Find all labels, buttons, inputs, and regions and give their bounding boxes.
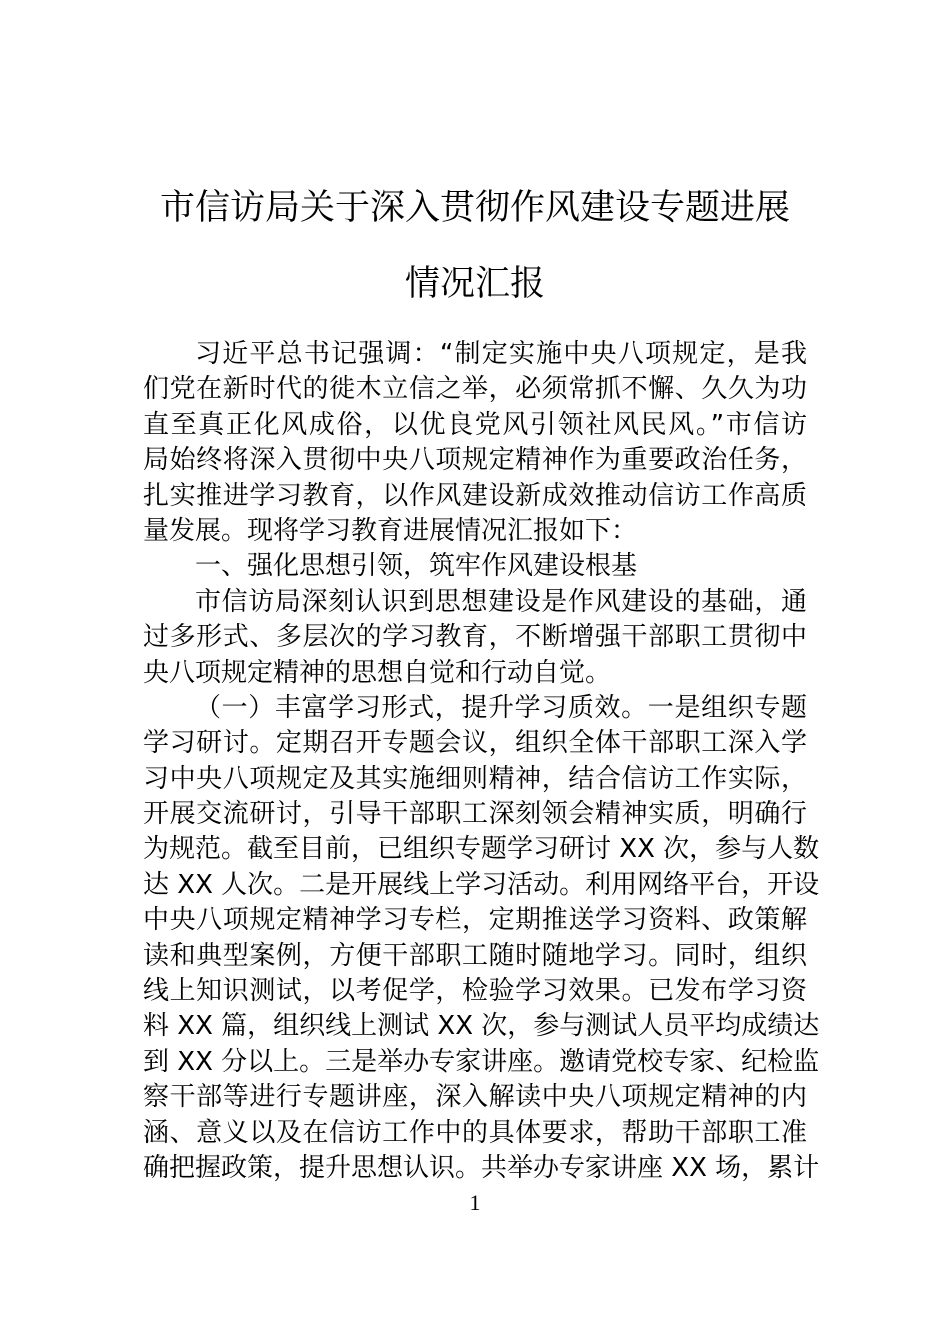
text-line: 直至真正化风成俗，以优良党风引领社风民风。”市信访 (143, 409, 807, 440)
text-line: 到 XX 分以上。三是举办专家讲座。邀请党校专家、纪检监 (143, 1046, 820, 1077)
heading-text: 一、强化思想引领，筑牢作风建设根基 (195, 551, 638, 582)
text-line: 过多形式、多层次的学习教育，不断增强干部职工贯彻中 (143, 622, 807, 653)
title-line: 市信访局关于深入贯彻作风建设专题进展 (159, 188, 790, 228)
text-line: 为规范。截至目前，已组织专题学习研讨 XX 次，参与人数 (143, 834, 820, 865)
text-line: 开展交流研讨，引导干部职工深刻领会精神实质，明确行 (143, 799, 807, 830)
text-line: 达 XX 人次。二是开展线上学习活动。利用网络平台，开设 (143, 869, 820, 900)
text-line: 量发展。现将学习教育进展情况汇报如下： (143, 515, 638, 546)
text-line: 扎实推进学习教育，以作风建设新成效推动信访工作高质 (143, 480, 807, 511)
document-title (140, 170, 810, 322)
text-line: （一）丰富学习形式，提升学习质效。一是组织专题 (195, 692, 807, 723)
text-line: 习中央八项规定及其实施细则精神，结合信访工作实际， (143, 763, 807, 794)
text-line: 察干部等进行专题讲座，深入解读中央八项规定精神的内 (143, 1082, 807, 1113)
document-body (143, 337, 820, 1186)
paragraph-section-intro (143, 585, 807, 691)
text-line: 确把握政策，提升思想认识。共举办专家讲座 XX 场，累计 (143, 1152, 820, 1183)
text-line: 们党在新时代的徙木立信之举，必须常抓不懈、久久为功 (143, 374, 807, 405)
text-line: 读和典型案例，方便干部职工随时随地学习。同时，组织 (143, 940, 807, 971)
page-number: 1 (469, 1190, 481, 1215)
text-line: 料 XX 篇，组织线上测试 XX 次，参与测试人员平均成绩达 (143, 1011, 820, 1042)
title-line: 情况汇报 (404, 264, 545, 304)
text-line: 市信访局深刻认识到思想建设是作风建设的基础，通 (195, 586, 807, 617)
text-line: 局始终将深入贯彻中央八项规定精神作为重要政治任务， (143, 445, 807, 476)
paragraph-intro (143, 337, 807, 549)
text-line: 习近平总书记强调：“制定实施中央八项规定，是我 (195, 339, 807, 369)
section-heading (143, 549, 807, 584)
paragraph-subsection-1 (143, 691, 820, 1186)
text-line: 央八项规定精神的思想自觉和行动自觉。 (143, 657, 612, 688)
text-line: 线上知识测试，以考促学，检验学习效果。已发布学习资 (143, 976, 807, 1007)
text-line: 中央八项规定精神学习专栏，定期推送学习资料、政策解 (143, 905, 807, 936)
text-line: 学习研讨。定期召开专题会议，组织全体干部职工深入学 (143, 728, 807, 759)
text-line: 涵、意义以及在信访工作中的具体要求，帮助干部职工准 (143, 1117, 807, 1148)
